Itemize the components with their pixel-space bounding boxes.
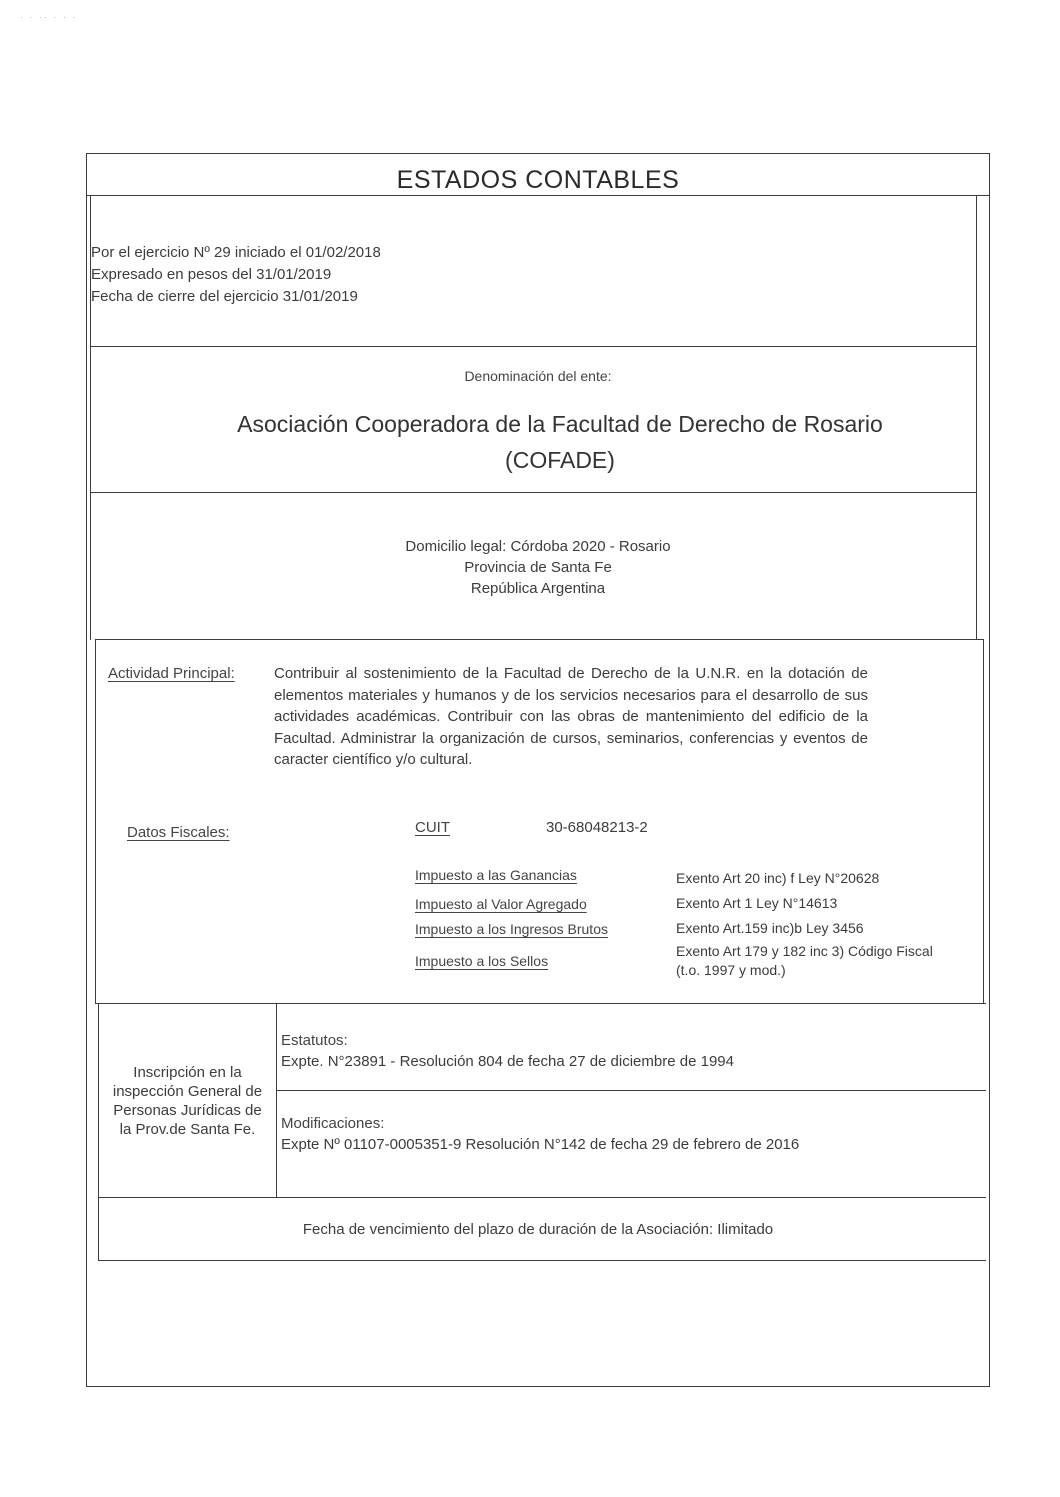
tax-name-sellos: Impuesto a los Sellos: [415, 953, 549, 969]
tax-status-sellos: [676, 942, 976, 980]
legal-address: [86, 536, 990, 599]
divider-expiry: [98, 1260, 986, 1261]
cuit-label: CUIT: [415, 819, 450, 836]
tax-status-sellos-line1: Exento Art 179 y 182 inc 3) Código Fiscal: [676, 943, 933, 959]
activity-label: Actividad Principal:: [108, 665, 235, 682]
period-line-currency: Expresado en pesos del 31/01/2019: [91, 266, 332, 283]
tax-status-sellos-line2: (t.o. 1997 y mod.): [676, 962, 786, 978]
address-line1: Domicilio legal: Córdoba 2020 - Rosario: [405, 538, 671, 555]
period-line-exercise: Por el ejercicio Nº 29 iniciado el 01/02/2018: [91, 244, 381, 261]
registration-column-divider: [276, 1003, 277, 1198]
registration-label-line2: inspección General de: [112, 1083, 263, 1100]
activity-text: Contribuir al sostenimiento de la Facultad de Derecho de la U.N.R. en la dotación de elementos materiales y humanos y de los servicios necesarios para el desarrollo de sus actividades académicas. Contribuir con las obras de mantenimiento del edificio de la Facultad. Administrar la organización de cursos, seminarios, conferencias y eventos de caracter científico y/o cultural.: [274, 665, 868, 768]
tax-name-ingresos-brutos: Impuesto a los Ingresos Brutos: [415, 921, 608, 937]
tax-name-ganancias: Impuesto a las Ganancias: [415, 867, 577, 883]
statutes-label: Estatutos:: [281, 1032, 348, 1049]
scan-artifact: · · ·· · · ·: [20, 12, 78, 22]
divider-registration: [98, 1197, 986, 1198]
address-line2: Provincia de Santa Fe: [464, 559, 612, 576]
cuit-value: 30-68048213-2: [546, 819, 648, 836]
period-line-closing: Fecha de cierre del ejercicio 31/01/2019: [91, 288, 358, 305]
divider-statutes: [276, 1090, 986, 1091]
divider-title: [86, 195, 990, 196]
fiscal-label: Datos Fiscales:: [127, 824, 230, 841]
divider-period: [90, 346, 977, 347]
tax-status-ganancias: Exento Art 20 inc) f Ley N°20628: [676, 870, 880, 886]
entity-name-line1: Asociación Cooperadora de la Facultad de Derecho de Rosario: [237, 411, 883, 437]
period-block: [91, 242, 381, 308]
tax-status-ingresos-brutos: Exento Art.159 inc)b Ley 3456: [676, 920, 864, 936]
duration-expiry: Fecha de vencimiento del plazo de duración de la Asociación: Ilimitado: [302, 1221, 774, 1238]
inner-left-border-mid: [95, 639, 96, 1004]
entity-name: [120, 406, 1000, 478]
divider-entity: [90, 492, 977, 493]
divider-address: [95, 639, 983, 640]
entity-label: Denominación del ente:: [464, 368, 612, 384]
registration-label-line3: Personas Jurídicas de: [113, 1102, 262, 1119]
registration-label-line1: Inscripción en la: [133, 1064, 242, 1081]
tax-name-iva: Impuesto al Valor Agregado: [415, 896, 587, 912]
modifications-label: Modificaciones:: [281, 1115, 385, 1132]
inner-right-border-mid: [983, 639, 984, 1004]
statutes-text: Expte. N°23891 - Resolución 804 de fecha 27 de diciembre de 1994: [281, 1053, 734, 1070]
page-title: ESTADOS CONTABLES: [396, 166, 680, 194]
divider-fiscal: [95, 1003, 986, 1004]
modifications-text: Expte Nº 01107-0005351-9 Resolución N°142 de fecha 29 de febrero de 2016: [281, 1136, 800, 1153]
entity-name-line2: (COFADE): [505, 447, 615, 473]
registration-label-line4: la Prov.de Santa Fe.: [119, 1121, 256, 1138]
tax-status-iva: Exento Art 1 Ley N°14613: [676, 895, 838, 911]
registration-label: [100, 1063, 275, 1139]
address-line3: República Argentina: [470, 580, 606, 597]
